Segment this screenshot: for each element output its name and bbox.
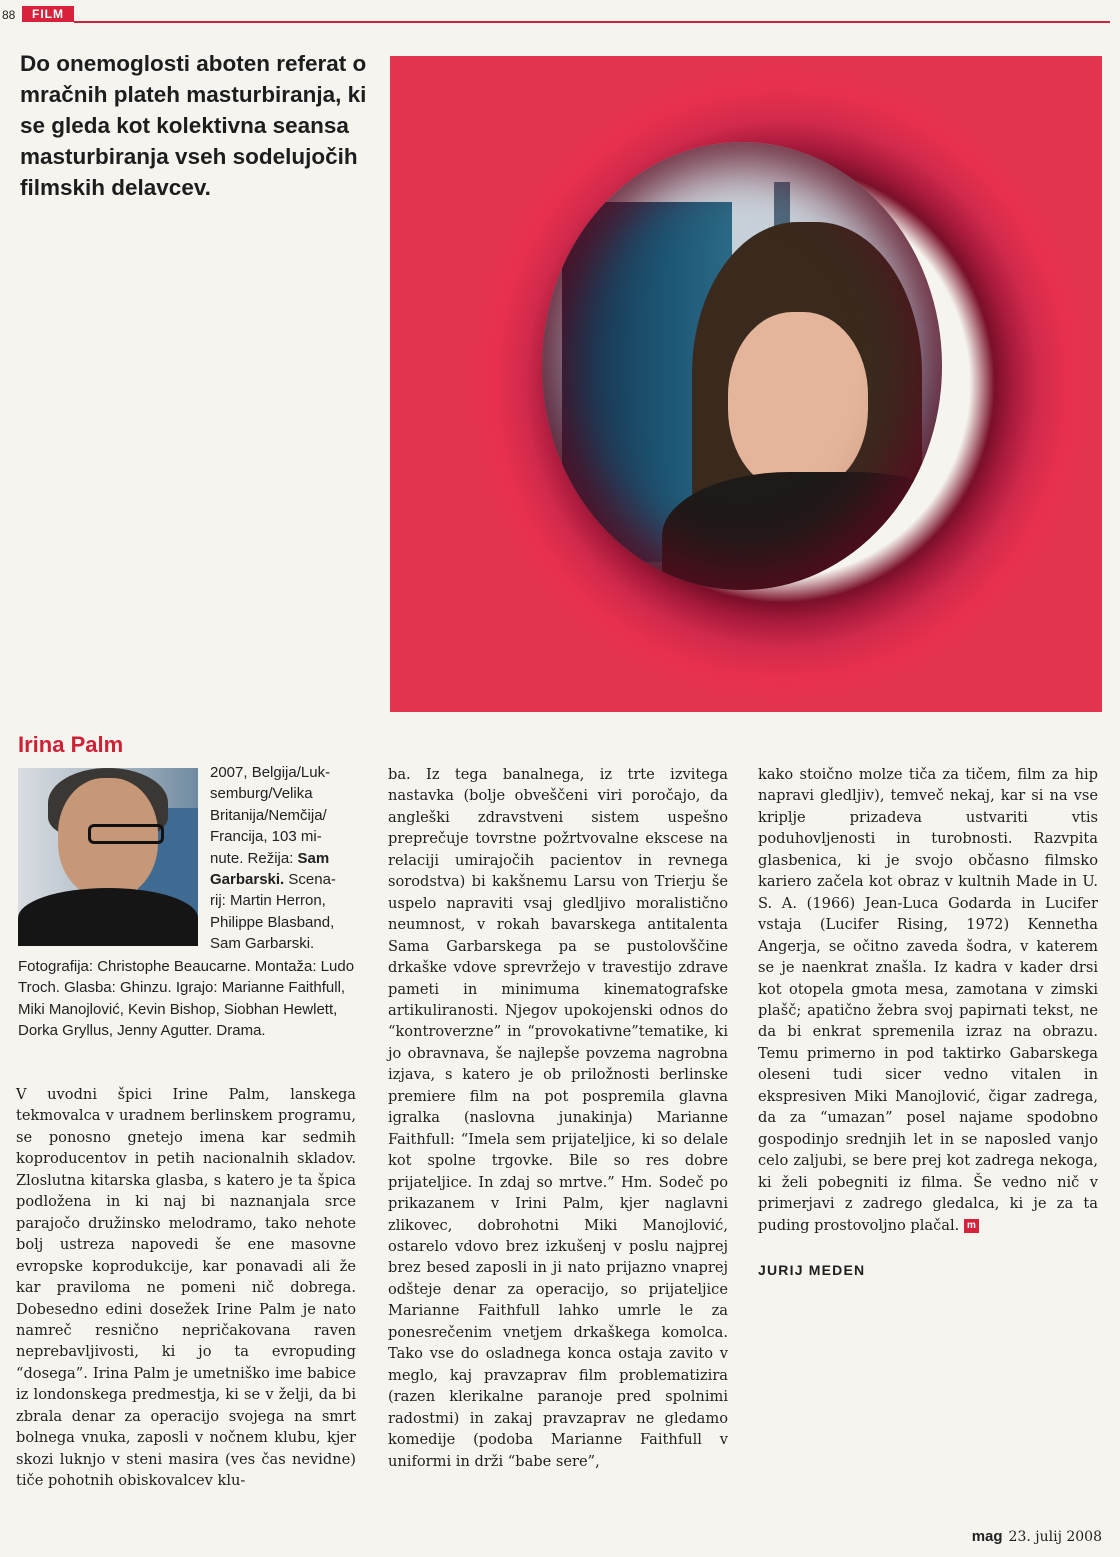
page-footer — [972, 1528, 1102, 1546]
magazine-name: mag — [971, 1528, 1003, 1545]
article-column-2: ba. Iz tega banalnega, iz trte izvitega nastavka (bolje obveščeni viri poročajo, da angleški zdravstveni sistem uspešno preprečuje tovrstne požrtvovalne ekscese na relaciji umirajočih pacientov in revnega sorodstva) bi kakšnemu Larsu von Trierju še uspelo napraviti vsaj gledljivo moralistično neumnost, v rokah bavarskega antitalenta Sama Garbarskega pa se pustolovščine drkaške vdove sprevržejo v travestijo zdrave pameti in minimuma kinematografske artikuliranosti. Njegov upokojenski odnos do “kontroverzne” in “provokativne”tematike, ki jo obravnava, še najlepše povzema nagrobna izjava, s katero je ob priložnosti berlinske premiere film na pot pospremila glavna igralka (naslovna junakinja) Marianne Faithfull: “Imela sem prijateljice, ki so delale kot spolne trgovke. Bile so res dobre prijateljice. In zdaj so mrtve.” Hm. Sodeč po prikazanem v Irini Palm, kjer naglavni zlikovec, dobrohotni Miki Manojlović, ostarelo vdovo brez izkušenj v poslu najprej brez besed zaposli in ji nato prijazno vnaprej odšteje denar za operacijo, so prijateljice Marianne Faithfull lahko umrle le za ponesrečenim vnetjem drkaškega komolca. Tako vse do osladnega konca ostaja zavito v meglo, kaj pravzaprav film problematizira (razen klerikalne paranoje pred spolnimi radostmi) in zakaj pravzaprav ne gledamo komedije (podoba Marianne Faithfull v uniformi in drži “babe sere”, — [388, 766, 728, 1470]
film-title: Irina Palm — [18, 732, 124, 757]
page-number: 88 — [2, 8, 16, 22]
section-label: FILM — [22, 6, 74, 22]
director-portrait — [18, 768, 198, 946]
director-name: Sam — [297, 849, 330, 867]
end-mark-icon: m — [964, 1219, 979, 1233]
article-column-3: kako stoično molze tiča za tičem, film za hip napravi gledljiv), temveč nekaj, kar si na vse kriplje prizadeva ustvariti vtis poduhovljenosti in turobnosti. Razvpita glasbenica, ki je svojo občasno filmsko kariero začela kot obraz v kultnih Made in U. S. A. (1966) Jean-Luca Godarda in Lucifer vstaja (Lucifer Rising, 1972) Kennetha Angerja, se očitno zaveda šodra, v katerem se je naenkrat znašla. Iz kadra v kader drsi kot otopela gmota mesa, zamotana v zimski plašč; apatično žebra svoj papirnati tekst, ne da bi enkrat spremenila izraz na obrazu. Temu primerno in pod taktirko Gabarskega oleseni tudi sicer vedno vitalen in ekspresiven Miki Manojlović, čigar zadrega, da za “umazan” posel najame spodobno gospodinjo srednjih let in se naposled vanjo celo zaljubi, se bere prej kot zadrega nekoga, ki želi pobegniti iz filma. Še vedno nič v primerjavi z zadrego gledalca, ki je za ta puding prostovoljno plačal. m — [758, 766, 1098, 1234]
issue-date: 23. julij 2008 — [1008, 1529, 1102, 1545]
pull-quote: Do onemoglosti aboten referat o mračnih plateh masturbiranja, ki se gleda kot kolektivna seansa masturbiranja vseh sodelujočih filmskih delavcev. — [20, 51, 367, 200]
credits-bottom: Fotografija: Christophe Beaucarne. Montaža: Ludo Troch. Glasba: Ghinzu. Igrajo: Marianne Faithfull, Miki Manojlović, Kevin Bishop, Siobhan Hewlett, Dorka Gryllus, Jenny Agutter. Drama. — [18, 958, 355, 1040]
header-rule — [74, 21, 1110, 23]
article-column-1: V uvodni špici Irine Palm, lanskega tekmovalca v uradnem berlinskem programu, se ponosno gnetejo imena kar sedmih koproducentov in petih nacionalnih skladov. Zloslutna kitarska glasba, s katero je ta špica podložena in ki naj bi naznanjala srce parajočo družinsko melodramo, tako nehote bolj ustreza napovedi še ene masovne evropske koprodukcije, kar ponavadi ali že kar praviloma ne pomeni nič dobrega. Dobesedno edini dosežek Irine Palm je nato namreč resnično nepričakovana raven neprebavljivosti, ki jo ta evropuding “dosega”. Irina Palm je umetniško ime babice iz londonskega predmestja, ki se v želji, da bi zbrala denar za operacijo svojega na smrt bolnega vnuka, zaposli v nočnem klubu, kjer skozi luknjo v steni masira (ves čas nevidne) tiče pohotnih obiskovalcev klu- — [16, 1086, 356, 1490]
feature-photo — [390, 56, 1102, 712]
author-byline: JURIJ MEDEN — [758, 1262, 866, 1278]
credits-top: 2007, Belgija/Luk- semburg/Velika Britanija/Nemčija/ Francija, 103 mi- nute. Režija: Sam Garbarski. Scena- rij: Martin Herron, Philippe Blasband, Sam Garbarski. — [210, 764, 336, 953]
